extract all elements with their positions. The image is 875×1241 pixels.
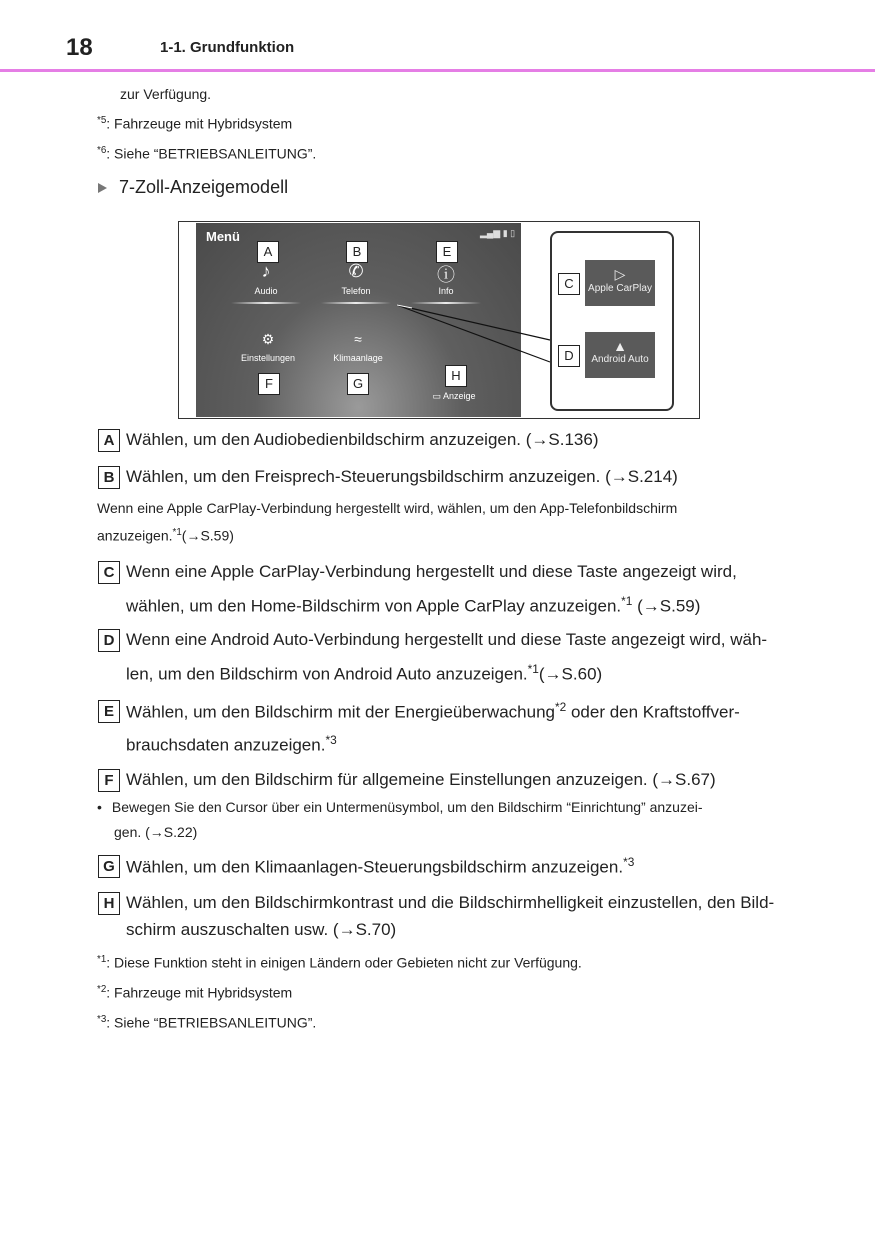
item-c-text-2: wählen, um den Home-Bildschirm von Apple CarPlay anzuzeigen.$^{*1}$ (→S.59) [126, 594, 701, 616]
item-f-bullet: • Bewegen Sie den Cursor über ein Untermenüsymbol, um den Bildschirm “Einrichtung” anzuzei- [97, 799, 703, 815]
status-icons: ▂▄▆ ▮ ▯ [480, 228, 516, 238]
footnote-3: $^{*3}$: Siehe “BETRIEBSANLEITUNG”. [97, 1014, 317, 1031]
item-h-text: Wählen, um den Bildschirmkontrast und die Bildschirmhelligkeit einzustellen, den Bild- [126, 893, 775, 912]
seat-airflow-icon[interactable]: ≈ [354, 331, 362, 347]
android-label: Android Auto [591, 354, 649, 365]
section-title: 1-1. Grundfunktion [160, 39, 295, 56]
page-number: 18 [66, 34, 93, 61]
label-b: B [346, 241, 368, 263]
footnote-5: $^{*5}$: Fahrzeuge mit Hybridsystem [97, 115, 293, 132]
menu-screen-figure [178, 221, 700, 419]
android-auto-button[interactable] [585, 332, 655, 378]
item-h-text-2: schirm auszuschalten usw. (→S.70) [126, 920, 397, 939]
label-d: D [558, 345, 580, 367]
menu-item-klimaanlage[interactable]: Klimaanlage [333, 353, 383, 363]
footnote-6: $^{*6}$: Siehe “BETRIEBSANLEITUNG”. [97, 145, 317, 162]
continued-text: zur Verfügung. [120, 86, 212, 102]
label-g: G [347, 373, 369, 395]
apple-carplay-button[interactable] [585, 260, 655, 306]
item-a-text: Wählen, um den Audiobedienbildschirm anzuzeigen. (→S.136) [126, 430, 599, 449]
android-auto-icon: ▲ [613, 338, 627, 354]
item-e-text: Wählen, um den Bildschirm mit der Energieüberwachung$^{*2}$ oder den Kraftstoffver- [126, 700, 740, 722]
label-e: E [436, 241, 458, 263]
letter-box-d: D [98, 629, 120, 652]
info-icon[interactable]: ⓘ [437, 265, 455, 285]
footnote-1: $^{*1}$: Diese Funktion steht in einigen Ländern oder Gebieten nicht zur Verfügung. [97, 954, 582, 971]
item-b-note-2: anzuzeigen.$^{*1}$(→S.59) [97, 527, 234, 544]
letter-box-f: F [98, 769, 120, 792]
menu-item-info[interactable]: Info [438, 286, 454, 296]
menu-item-einstellungen[interactable]: Einstellungen [240, 353, 296, 363]
menu-item-telefon[interactable]: Telefon [341, 286, 371, 296]
item-g-text: Wählen, um den Klimaanlagen-Steuerungsbildschirm anzuzeigen.$^{*3}$ [126, 855, 635, 877]
label-h: H [445, 365, 467, 387]
letter-box-c: C [98, 561, 120, 584]
carplay-label: Apple CarPlay [588, 283, 652, 294]
gear-icon[interactable]: ⚙ [261, 331, 275, 347]
header-rule [0, 69, 875, 72]
label-a: A [257, 241, 279, 263]
letter-box-a: A [98, 429, 120, 452]
label-f: F [258, 373, 280, 395]
item-c-text: Wenn eine Apple CarPlay-Verbindung hergestellt und diese Taste angezeigt wird, [126, 562, 737, 581]
projection-buttons-panel [550, 231, 674, 411]
letter-box-e: E [98, 700, 120, 723]
letter-box-h: H [98, 892, 120, 915]
item-b-note: Wenn eine Apple CarPlay-Verbindung hergestellt wird, wählen, um den App-Telefonbildschirm [97, 500, 678, 516]
item-f-bullet-2: gen. (→S.22) [114, 824, 198, 840]
triangle-icon [98, 183, 107, 193]
item-d-text-2: len, um den Bildschirm von Android Auto anzuzeigen.$^{*1}$(→S.60) [126, 662, 603, 684]
menu-item-audio[interactable]: Audio [254, 286, 278, 296]
item-f-text: Wählen, um den Bildschirm für allgemeine Einstellungen anzuzeigen. (→S.67) [126, 770, 716, 789]
label-c: C [558, 273, 580, 295]
menu-item-anzeige[interactable]: ▭ Anzeige [432, 391, 476, 401]
letter-box-b: B [98, 466, 120, 489]
menu-title: Menü [206, 229, 240, 244]
footnote-2: $^{*2}$: Fahrzeuge mit Hybridsystem [97, 984, 293, 1001]
section-heading: 7-Zoll-Anzeigemodell [98, 177, 288, 198]
music-note-icon[interactable]: ♪ [261, 261, 271, 281]
letter-box-g: G [98, 855, 120, 878]
play-circle-icon: ▷ [614, 266, 626, 282]
phone-icon[interactable]: ✆ [348, 261, 364, 281]
item-b-text: Wählen, um den Freisprech-Steuerungsbildschirm anzuzeigen. (→S.214) [126, 467, 678, 486]
item-e-text-2: brauchsdaten anzuzeigen.$^{*3}$ [126, 733, 337, 755]
item-d-text: Wenn eine Android Auto-Verbindung hergestellt und diese Taste angezeigt wird, wäh- [126, 630, 768, 649]
